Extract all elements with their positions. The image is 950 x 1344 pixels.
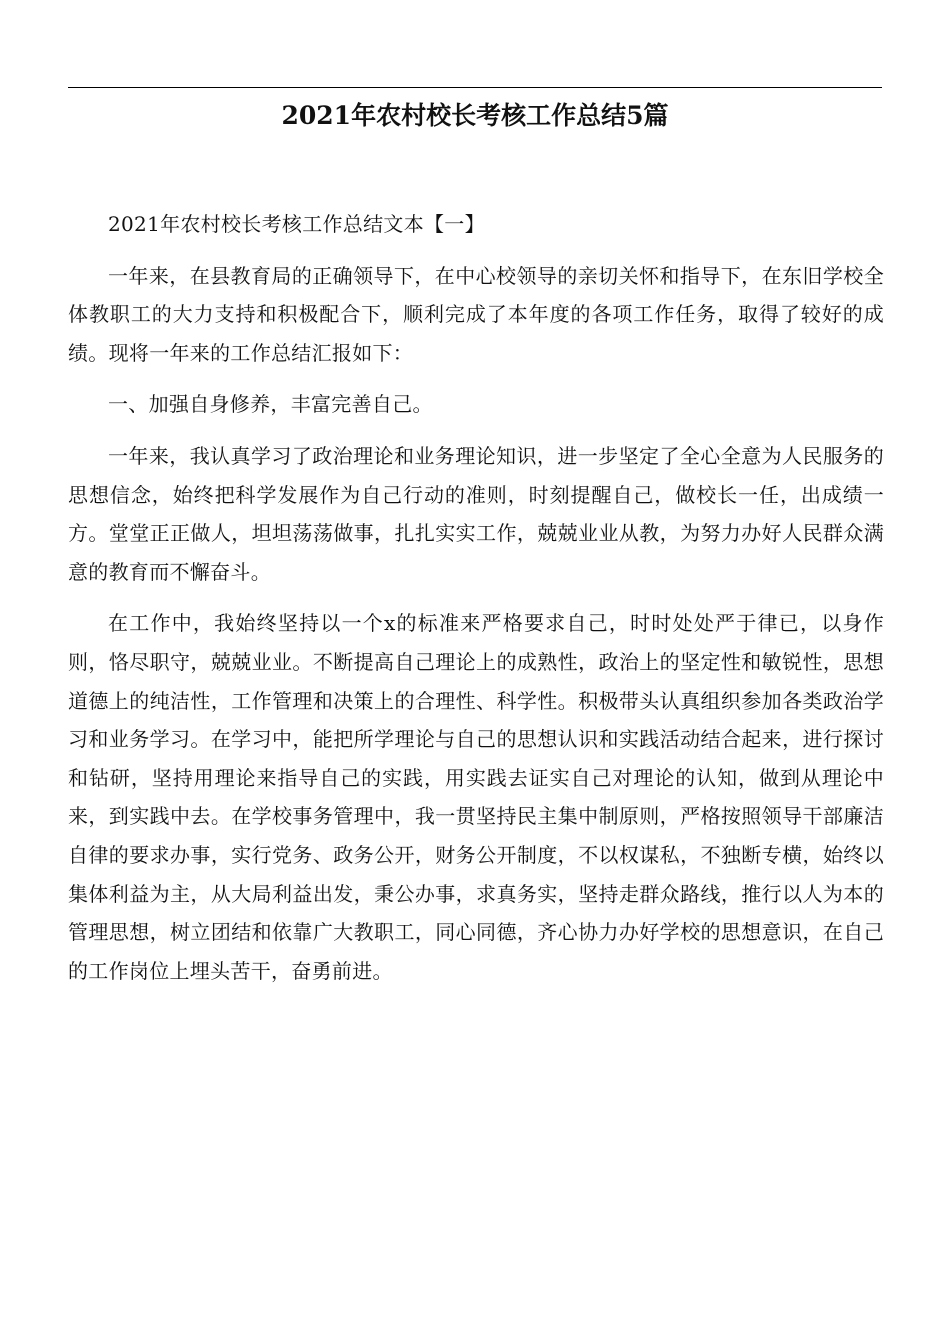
paragraph-work: 在工作中，我始终坚持以一个x的标准来严格要求自己，时时处处严于律已，以身作则，恪尽职守，兢兢业业。不断提高自己理论上的成熟性，政治上的坚定性和敏锐性，思想道德上的纯洁性，工作管理和决策上的合理性、科学性。积极带头认真组织参加各类政治学习和业务学习。在学习中，能把所学理论与自己的思想认识和实践活动结合起来，进行探讨和钻研，坚持用理论来指导自己的实践，用实践去证实自己对理论的认知，做到从理论中来，到实践中去。在学校事务管理中，我一贯坚持民主集中制原则，严格按照领导干部廉洁自律的要求办事，实行党务、政务公开，财务公开制度，不以权谋私，不独断专横，始终以集体利益为主，从大局利益出发，秉公办事，求真务实，坚持走群众路线，推行以人为本的管理思想，树立团结和依靠广大教职工，同心同德，齐心协力办好学校的思想意识，在自己的工作岗位上埋头苦干，奋勇前进。: [68, 611, 884, 983]
section-heading-1: 2021年农村校长考核工作总结文本【一】: [108, 212, 485, 236]
subheading-self-cultivation: 一、加强自身修养，丰富完善自己。: [108, 392, 433, 417]
header-rule: [68, 87, 882, 88]
document-body: [68, 205, 884, 1003]
paragraph-study: 一年来，我认真学习了政治理论和业务理论知识，进一步坚定了全心全意为人民服务的思想信念，始终把科学发展作为自己行动的准则，时刻提醒自己，做校长一任，出成绩一方。堂堂正正做人，坦坦荡荡做事，扎扎实实工作，兢兢业业从教，为努力办好人民群众满意的教育而不懈奋斗。: [68, 443, 884, 584]
document-title: 2021年农村校长考核工作总结5篇: [281, 101, 669, 130]
paragraph-intro: 一年来，在县教育局的正确领导下，在中心校领导的亲切关怀和指导下，在东旧学校全体教职工的大力支持和积极配合下，顺利完成了本年度的各项工作任务，取得了较好的成绩。现将一年来的工作总结汇报如下：: [68, 263, 884, 365]
